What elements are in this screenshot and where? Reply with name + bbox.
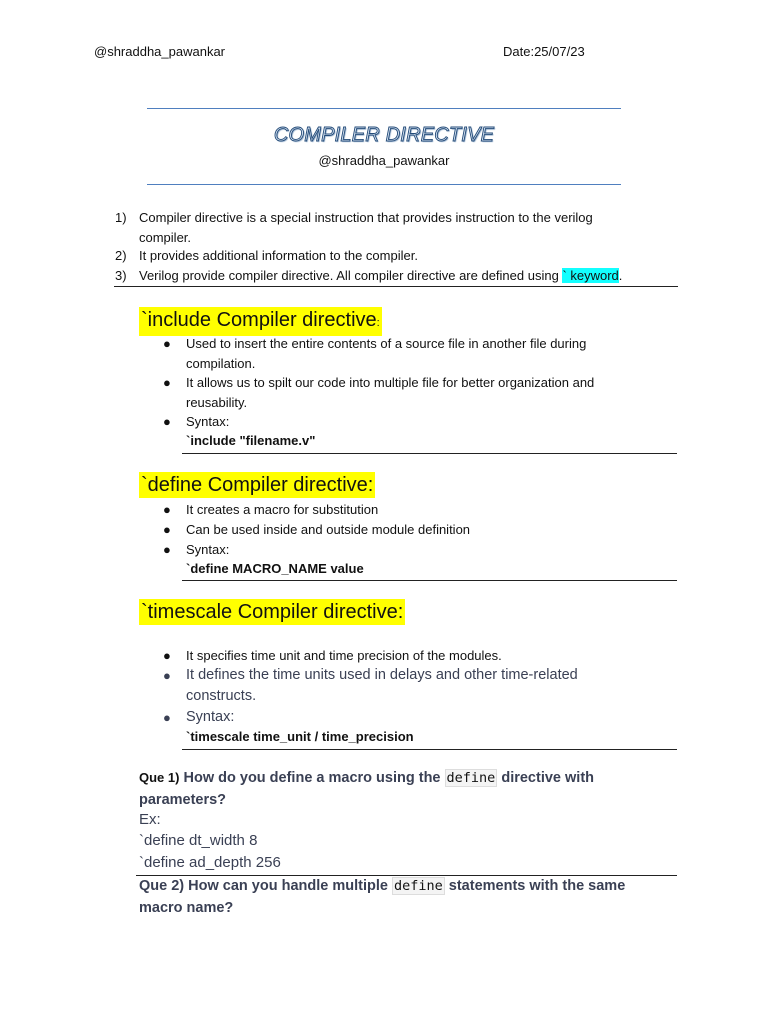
bullet-dot-icon: ● [163,710,171,725]
intro-item-text [139,208,669,248]
intro-item-3-tail: . [618,268,623,283]
question-label: Que 1) [139,770,180,785]
question-text: How can you handle multiple [184,878,392,894]
question-text: parameters? [139,792,227,808]
bullet-line: Can be used inside and outside module definition [186,522,471,537]
question-text: directive with [497,770,595,786]
example-label: Ex: [139,811,161,828]
bullet-dot-icon: ● [163,375,171,390]
bullet-dot-icon: ● [163,414,171,429]
bullet-line: Syntax: [186,709,235,725]
question-label: Que 2) [139,878,185,894]
title-bottom-rule [147,184,621,185]
timescale-divider [182,749,677,750]
question-text: How do you define a macro using the [179,770,445,786]
timescale-heading: `timescale Compiler directive: [141,601,404,623]
include-syntax: `include "filename.v" [186,433,316,448]
bullet-line: Syntax: [186,542,230,557]
example-line: `define dt_width 8 [139,832,258,849]
intro-divider [114,286,678,287]
define-syntax: `define MACRO_NAME value [186,561,364,576]
intro-item-3 [115,266,623,286]
list-number: 1) [115,210,127,225]
bullet-dot-icon: ● [163,648,171,663]
question-1 [139,767,659,811]
bullet-dot-icon: ● [163,336,171,351]
intro-item-3-text: Verilog provide compiler directive. All compiler directive are defined using [139,268,563,283]
bullet-line: It defines the time units used in delays and other time-related [186,667,578,683]
bullet-line: It creates a macro for substitution [186,502,379,517]
intro-item-2 [115,246,418,266]
intro-item-1 [115,208,593,245]
keyword-highlight: ` keyword [562,268,619,283]
bullet-line: It specifies time unit and time precision of the modules. [186,648,502,663]
question-2 [139,875,659,919]
intro-item-1-line1: Compiler directive is a special instruction that provides instruction to the verilog [139,210,593,225]
intro-item-text [139,266,699,286]
inline-code: define [393,878,443,894]
bullet-line: It allows us to spilt our code into multiple file for better organization and [186,375,595,390]
list-number: 3) [115,268,127,283]
define-heading: `define Compiler directive: [141,474,374,496]
bullet-dot-icon: ● [163,542,171,557]
bullet-line: reusability. [186,394,248,410]
include-heading-colon: : [376,317,380,329]
bullet-dot-icon: ● [163,668,171,683]
inline-code: define [446,770,496,786]
timescale-syntax: `timescale time_unit / time_precision [186,729,414,744]
bullet-line: constructs. [186,688,257,704]
list-number: 2) [115,248,127,263]
bullet-dot-icon: ● [163,502,171,517]
author-handle: @shraddha_pawankar [94,44,226,59]
example-line: `define ad_depth 256 [139,854,281,871]
question-text: macro name? [139,900,234,916]
document-date: Date:25/07/23 [503,44,585,59]
document-title: COMPILER DIRECTIVE [273,124,495,146]
bullet-line: Syntax: [186,414,230,429]
bullet-line: compilation. [186,355,256,371]
include-heading-text: `include Compiler directive [141,309,377,331]
title-top-rule [147,108,621,109]
include-heading [139,307,382,336]
include-divider [182,453,677,454]
bullet-dot-icon: ● [163,522,171,537]
intro-item-1-line2: compiler. [139,230,192,245]
question-text: statements with the same [444,878,626,894]
intro-item-text: It provides additional information to the compiler. [139,248,418,263]
bullet-line: Used to insert the entire contents of a source file in another file during [186,336,587,351]
document-subtitle: @shraddha_pawankar [318,153,450,168]
define-divider [182,580,677,581]
